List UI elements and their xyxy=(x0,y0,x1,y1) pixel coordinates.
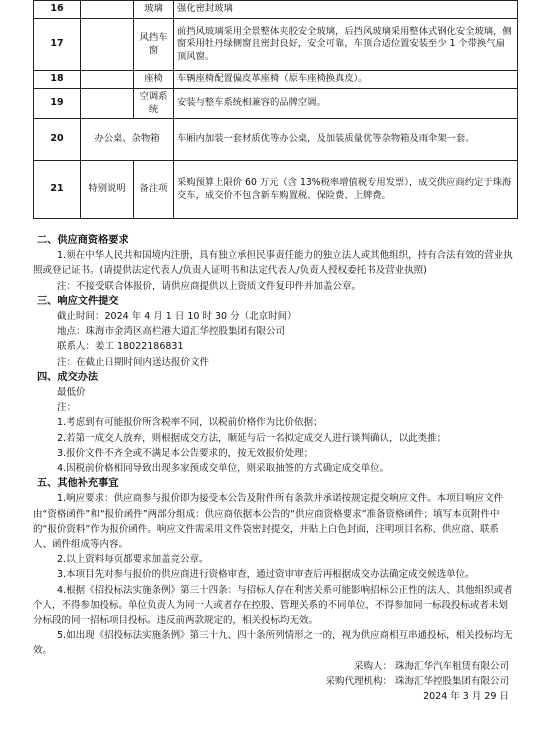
desc-cell: 强化密封玻璃 xyxy=(174,1,518,19)
section-heading: 三、响应文件提交 xyxy=(37,295,119,307)
paragraph: 3.本项目先对参与报价的供应商进行资格审查，通过资审审查后再根据成交办法确定成交候选单位。 xyxy=(57,569,475,581)
group-cell xyxy=(81,1,134,19)
table-row xyxy=(34,161,518,219)
note-label: 注： xyxy=(57,402,77,414)
note-item: 1.考虑到有可能报价所含税率不同，以税前价格作为比价依据； xyxy=(57,417,323,429)
item-cell: 风挡车窗 xyxy=(134,19,174,71)
note: 注：在截止日期时间内送达报价文件 xyxy=(57,356,210,368)
location: 地点：珠海市金湾区高栏港大道汇华控股集团有限公司 xyxy=(57,326,286,338)
item-cell: 备注项 xyxy=(134,161,174,219)
contact: 联系人：姜工 18022186831 xyxy=(57,341,184,353)
spec-table xyxy=(33,0,518,219)
paragraph: 5.如出现《招投标法实施条例》第三十九、四十条所列情形之一的，视为供应商相互串通投标，相关投标均无效。 xyxy=(33,630,513,657)
desc-cell: 车厢内加装一套材质优等办公桌，及加装质量优等杂物箱及雨伞架一套。 xyxy=(174,119,518,161)
group-cell xyxy=(81,89,134,119)
buyer-signature: 采购人： 珠海汇华汽车租赁有限公司 xyxy=(353,660,509,672)
group-cell xyxy=(81,71,134,89)
table-row xyxy=(34,71,518,89)
note-item: 2.若第一成交人放弃，则根据成交方法，顺延与后一名拟定成交人进行谈判确认，以此类推； xyxy=(57,432,447,444)
paragraph: 1.须在中华人民共和国境内注册，具有独立承担民事责任能力的独立法人或其他组织，持有合法有效的营业执照或登记证书。(请提供法定代表人/负责人证明书和法定代表人/负责人授权委托书及营业执照) xyxy=(33,250,513,277)
section-heading: 五、其他补充事宜 xyxy=(37,478,119,490)
signature-date: 2024 年 3 月 29 日 xyxy=(423,691,509,703)
row-number: 20 xyxy=(34,119,81,161)
paragraph: 1.响应要求：供应商参与报价即为接受本公告及附件所有条款并承诺按规定提交响应文件。本项目响应文件由“资格函件”和“报价函件”两部分组成：供应商依据本公告的“供应商资格要求”准备资格函件；填写本页附件中的“报价资料”作为报价函件。响应文件需采用文件袋密封提交，并贴上白色封面，注明项目名称、供应商、联系人、函件组成等内容。 xyxy=(33,493,504,551)
row-number: 17 xyxy=(34,19,81,71)
desc-cell: 车辆座椅配置偏皮革座椅（原车座椅换真皮）。 xyxy=(174,71,518,89)
section-heading: 二、供应商资格要求 xyxy=(37,235,129,246)
paragraph: 4.根据《招投标法实施条例》第三十四条：与招标人存在利害关系可能影响招标公正性的法人、其他组织或者个人，不得参加投标。单位负责人为同一人或者存在控股、管理关系的不同单位，不得参加同一标段投标或者未划分标段的同一招标项目投标。违反前两款规定的，相关投标均无效。 xyxy=(33,584,513,627)
group-cell: 办公桌、杂物箱 xyxy=(81,119,174,161)
row-number: 16 xyxy=(34,1,81,19)
desc-cell: 采购预算上限价 60 万元（含 13%税率增值税专用发票），成交供应商约定于珠海交车，成交价不包含新车购置税、保险费、上牌费。 xyxy=(174,161,518,219)
table-row xyxy=(34,119,518,161)
group-cell: 特别说明 xyxy=(81,161,134,219)
row-number: 18 xyxy=(34,71,81,89)
row-number: 19 xyxy=(34,89,81,119)
table-row xyxy=(34,89,518,119)
note-item: 4.因税前价格相同导致出现多家预成交单位，则采取抽签的方式确定成交单位。 xyxy=(57,463,390,475)
group-cell xyxy=(81,19,134,71)
section-heading: 四、成交办法 xyxy=(37,371,99,383)
desc-cell: 前挡风玻璃采用全景整体夹胶安全玻璃，后挡风玻璃采用整体式钢化安全玻璃，侧窗采用牡丹绿侧窗且密封良好，安全可靠，车顶合适位置安装至少 1 个带换气扇顶风窗。 xyxy=(174,19,518,71)
paragraph: 2.以上资料每页都要求加盖竞公章。 xyxy=(57,554,209,566)
item-cell: 座椅 xyxy=(134,71,174,89)
note-item: 3.报价文件不齐全或不满足本公告要求的，按无效报价处理； xyxy=(57,447,314,459)
agency-signature: 采购代理机构： 珠海汇华控股集团有限公司 xyxy=(325,675,509,687)
row-number: 21 xyxy=(34,161,81,219)
desc-cell: 安装与整车系统相兼容的品牌空调。 xyxy=(174,89,518,119)
note: 注：不接受联合体报价，请供应商提供以上资质文件复印件并加盖公章。 xyxy=(57,280,362,292)
table-row xyxy=(34,1,518,19)
award-method: 最低价 xyxy=(57,387,86,399)
item-cell: 空调系统 xyxy=(134,89,174,119)
table-row xyxy=(34,19,518,71)
item-cell: 玻璃 xyxy=(134,1,174,19)
deadline: 截止时间：2024 年 4 月 1 日 10 时 30 分（北京时间） xyxy=(57,311,297,323)
document-body xyxy=(33,233,517,704)
